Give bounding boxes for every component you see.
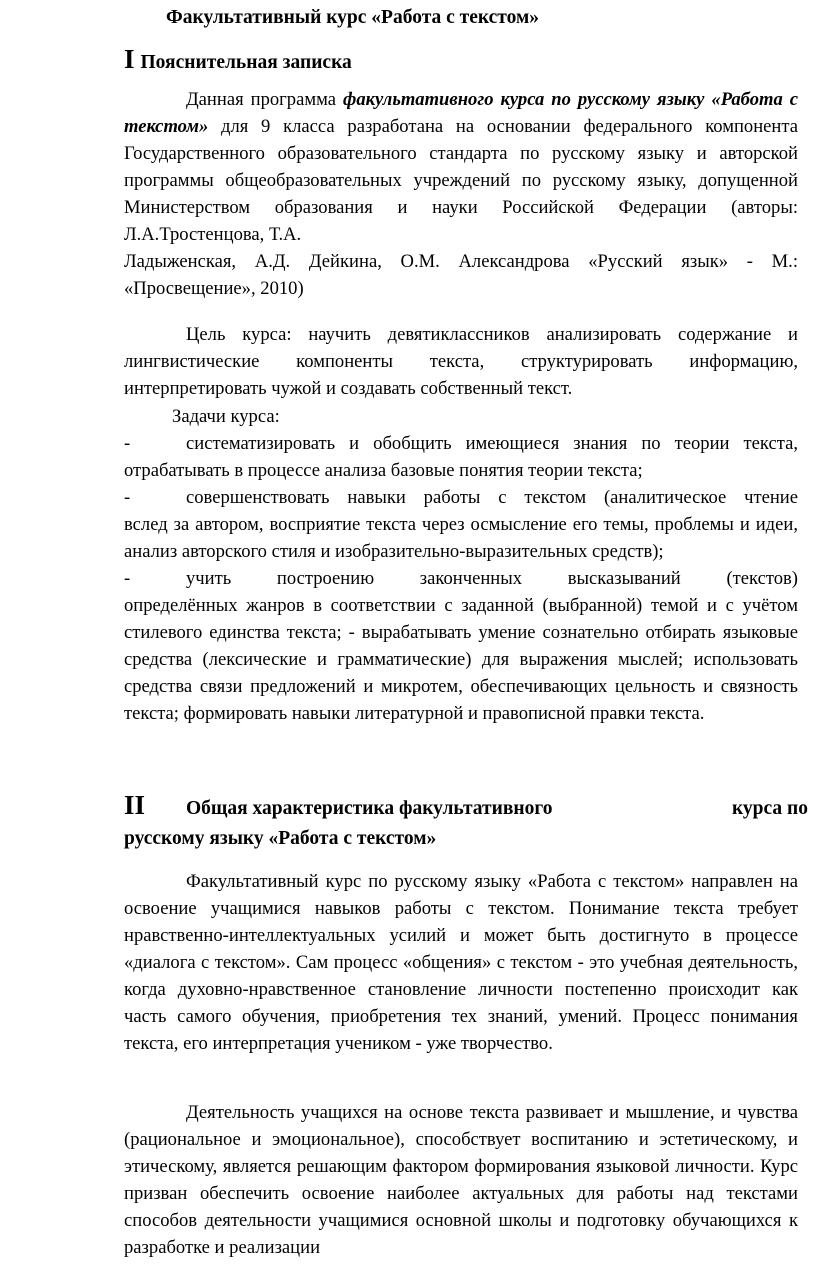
tasks-heading: Задачи курса: — [172, 406, 280, 427]
task-dash: - — [124, 487, 131, 508]
intro-course-name: факультативного курса по русскому языку «Работа с текстом» — [124, 89, 798, 137]
task-item — [124, 430, 798, 484]
task-item — [124, 484, 798, 565]
section1-heading — [124, 44, 352, 78]
section2-number: II — [124, 790, 146, 820]
task-first-line: учить построению законченных высказываний (текстов) — [186, 568, 798, 589]
authors-paragraph: Ладыженская, А.Д. Дейкина, О.М. Александрова «Русский язык» - М.: «Просвещение», 2010) — [124, 251, 798, 299]
goal-block — [124, 321, 798, 402]
section2-heading-line1-tail: курса по — [731, 798, 808, 819]
section2-heading-line1: Общая характеристика факультативного — [186, 798, 553, 819]
section2-paragraph-2: Деятельность учащихся на основе текста развивает и мышление, и чувства (рациональное и эмоциональное), способствует воспитанию и эстетическому, и этическому, является решающим фактором формирования языковой личности. Курс призван обеспечить освоение наиболее актуальных для работы над текстами способов деятельности учащимися основной школы и подготовку обучающихся к разработке и реализации — [124, 1102, 798, 1258]
section2-heading-line2: русскому языку «Работа с текстом» — [124, 828, 437, 849]
goal-paragraph: Цель курса: научить девятиклассников анализировать содержание и лингвистические компоненты текста, структурировать информацию, интерпретировать чужой и создавать собственный текст. — [124, 324, 798, 399]
task-first-line: совершенствовать навыки работы с текстом (аналитическое чтение — [186, 487, 798, 508]
task-rest: отрабатывать в процессе анализа базовые понятия теории текста; — [124, 460, 643, 481]
section1-number: I — [124, 44, 135, 74]
task-first-line: систематизировать и обобщить имеющиеся знания по теории текста, — [186, 433, 798, 454]
document-title: Факультативный курс «Работа с текстом» — [166, 7, 540, 28]
section1-intro-block — [124, 86, 798, 302]
task-dash: - — [124, 568, 131, 589]
task-dash: - — [124, 433, 131, 454]
tasks-block — [124, 403, 798, 727]
section2-heading — [124, 790, 808, 854]
section1-heading-text: Пояснительная записка — [140, 52, 352, 73]
intro-text-start: Данная программа — [186, 89, 344, 110]
section2-para1-block — [124, 868, 798, 1057]
task-rest: вслед за автором, восприятие текста через осмысление его темы, проблемы и идеи, анализ авторского стиля и изобразительно-выразительных средств); — [124, 514, 798, 562]
task-item — [124, 565, 798, 727]
task-rest: определённых жанров в соответствии с заданной (выбранной) темой и с учётом стилевого единства текста; - вырабатывать умение сознательно отбирать языковые средства (лексические и грамматические) для выражения мыслей; использовать средства связи предложений и микротем, обеспечивающих цельность и связность текста; формировать навыки литературной и правописной правки текста. — [124, 595, 798, 724]
section2-paragraph-1: Факультативный курс по русскому языку «Работа с текстом» направлен на освоение учащимися навыков работы с текстом. Понимание текста требует нравственно-интеллектуальных усилий и может быть достигнуто в процессе «диалога с текстом». Сам процесс «общения» с текстом - это учебная деятельность, когда духовно-нравственное становление личности постепенно происходит как часть самого обучения, приобретения тех знаний, умений. Процесс понимания текста, его интерпретация учеником - уже творчество. — [124, 871, 798, 1054]
section2-para2-block — [124, 1099, 798, 1261]
intro-text-rest: для 9 класса разработана на основании федерального компонента Государственного образовательного стандарта по русскому языку и авторской программы общеобразовательных учреждений по русскому языку, допущенной Министерством образования и науки Российской Федерации (авторы: Л.А.Тростенцова, Т.А. — [124, 116, 798, 245]
intro-paragraph — [124, 86, 798, 248]
